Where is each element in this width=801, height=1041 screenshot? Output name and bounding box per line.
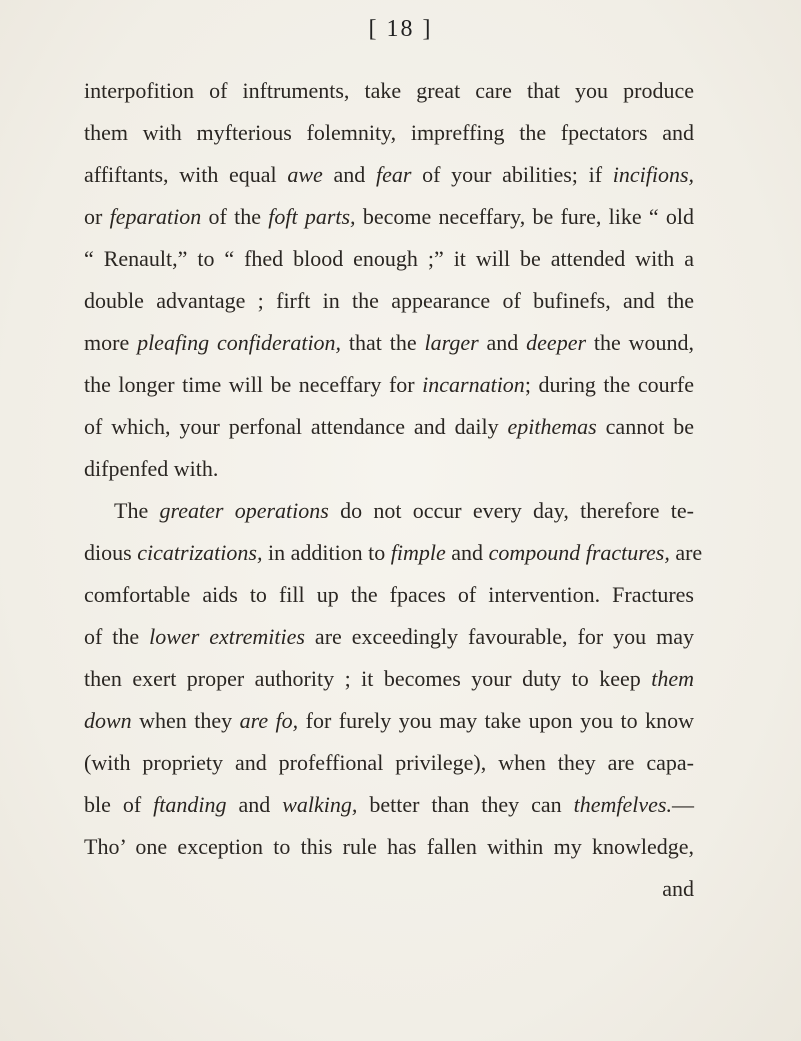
text-line: (with propriety and profeffional privilege), when they are capa- [84, 750, 694, 775]
text-line: down when they are fo, for furely you may take upon you to know [84, 708, 695, 733]
text-line: Tho’ one exception to this rule has fallen within my knowledge, [84, 834, 694, 859]
text-line: or feparation of the foft parts, become neceffary, be fure, like “ old [84, 204, 695, 229]
text-line: affiftants, with equal awe and fear of your abilities; if incifions, [84, 162, 695, 187]
text-line: them with myfterious folemnity, impreffing the fpectators and [84, 120, 694, 145]
text-line: difpenfed with. [84, 456, 219, 481]
text-line: double advantage ; firft in the appearance of bufinefs, and the [84, 288, 694, 313]
text-line: of which, your perfonal attendance and daily epithemas cannot be [84, 414, 695, 439]
text-line: the longer time will be neceffary for incarnation; during the courfe [84, 372, 694, 397]
text-line: comfortable aids to fill up the fpaces of intervention. Fractures [84, 582, 694, 607]
page-number: [ 18 ] [368, 16, 433, 42]
text-line: interpofition of inftruments, take great care that you produce [84, 78, 694, 103]
catchword: and [662, 876, 694, 901]
text-line: of the lower extremities are exceedingly favourable, for you may [84, 624, 695, 649]
text-line: ble of ftanding and walking, better than they can themfelves.— [84, 792, 694, 817]
text-line: then exert proper authority ; it becomes your duty to keep them [84, 666, 694, 691]
text-line: dious cicatrizations, in addition to fimple and compound fractures, are [84, 540, 703, 565]
text-line: The greater operations do not occur every day, therefore te- [114, 498, 695, 523]
text-line: “ Renault,” to “ fhed blood enough ;” it will be attended with a [84, 246, 694, 271]
text-line: more pleafing confideration, that the larger and deeper the wound, [84, 330, 695, 355]
